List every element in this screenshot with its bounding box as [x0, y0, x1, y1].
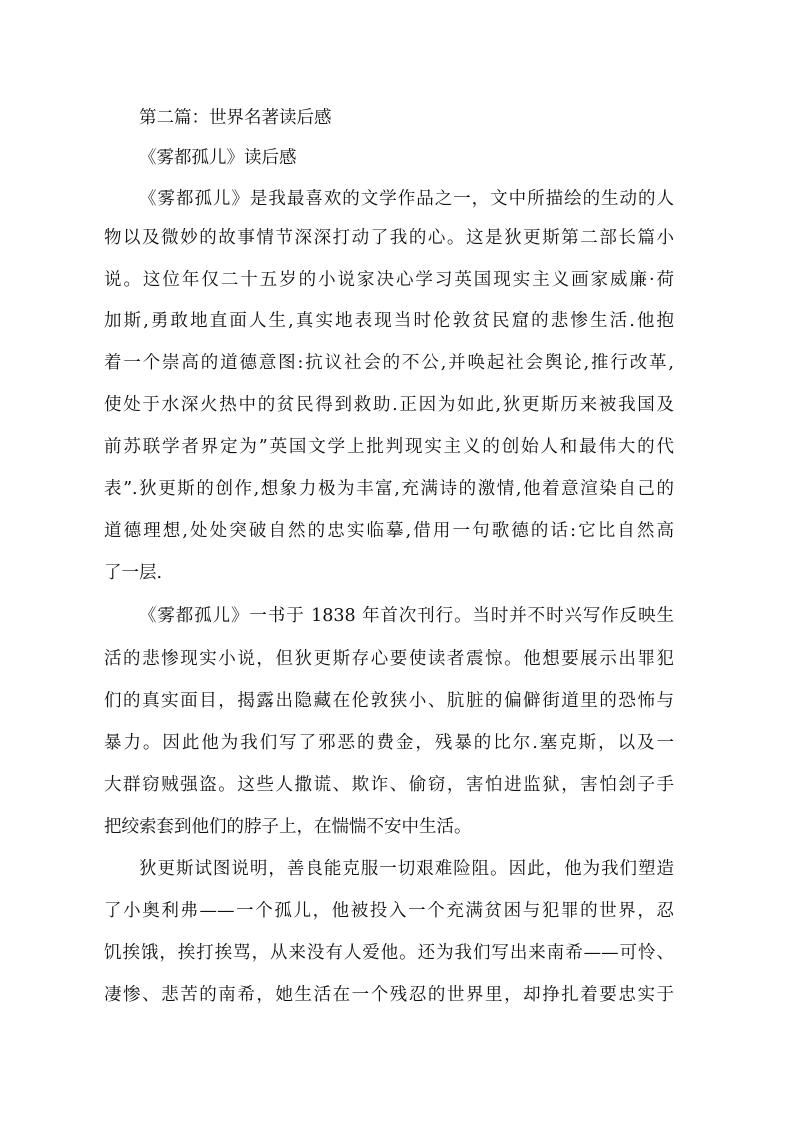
paragraph-line: 加斯,勇敢地直面人生,真实地表现当时伦敦贫民窟的悲惨生活.他抱 — [104, 311, 674, 331]
paragraph-line: 了小奥利弗——一个孤儿，他被投入一个充满贫困与犯罪的世界，忍 — [104, 901, 674, 921]
paragraph-line: 大群窃贼强盗。这些人撒谎、欺诈、偷窃，害怕进监狱，害怕刽子手 — [104, 775, 674, 795]
paragraph-line: 暴力。因此他为我们写了邪恶的费金，残暴的比尔.塞克斯，以及一 — [104, 733, 674, 753]
paragraph-line: 把绞索套到他们的脖子上，在惴惴不安中生活。 — [104, 817, 472, 837]
paragraph-line: 们的真实面目，揭露出隐藏在伦敦狭小、肮脏的偏僻街道里的恐怖与 — [104, 691, 674, 711]
paragraph-line: 活的悲惨现实小说，但狄更斯存心要使读者震惊。他想要展示出罪犯 — [104, 649, 674, 669]
paragraph-line: 凄惨、悲苦的南希，她生活在一个残忍的世界里，却挣扎着要忠实于 — [104, 985, 674, 1005]
essay-title: 《雾都孤儿》读后感 — [139, 148, 297, 168]
paragraph-line: 说。这位年仅二十五岁的小说家决心学习英国现实主义画家威廉·荷 — [104, 270, 674, 290]
paragraph-line: 了一层. — [104, 563, 163, 583]
paragraph-line: 表”.狄更斯的创作,想象力极为丰富,充满诗的激情,他着意渲染自己的 — [104, 479, 674, 499]
paragraph-line: 狄更斯试图说明，善良能克服一切艰难险阻。因此，他为我们塑造 — [139, 859, 674, 879]
paragraph-line: 道德理想,处处突破自然的忠实临摹,借用一句歌德的话:它比自然高 — [104, 521, 674, 541]
paragraph-line: 《雾都孤儿》一书于 1838 年首次刊行。当时并不时兴写作反映生 — [139, 606, 674, 626]
paragraph-line: 饥挨饿，挨打挨骂，从来没有人爱他。还为我们写出来南希——可怜、 — [104, 943, 674, 963]
paragraph-line: 前苏联学者界定为”英国文学上批判现实主义的创始人和最伟大的代 — [104, 437, 674, 457]
paragraph-line: 物以及微妙的故事情节深深打动了我的心。这是狄更斯第二部长篇小 — [104, 228, 674, 248]
section-title: 第二篇：世界名著读后感 — [139, 108, 332, 128]
paragraph-line: 《雾都孤儿》是我最喜欢的文学作品之一，文中所描绘的生动的人 — [139, 189, 674, 209]
paragraph-line: 使处于水深火热中的贫民得到救助.正因为如此,狄更斯历来被我国及 — [104, 395, 674, 415]
paragraph-line: 着一个崇高的道德意图:抗议社会的不公,并唤起社会舆论,推行改革, — [104, 353, 674, 373]
